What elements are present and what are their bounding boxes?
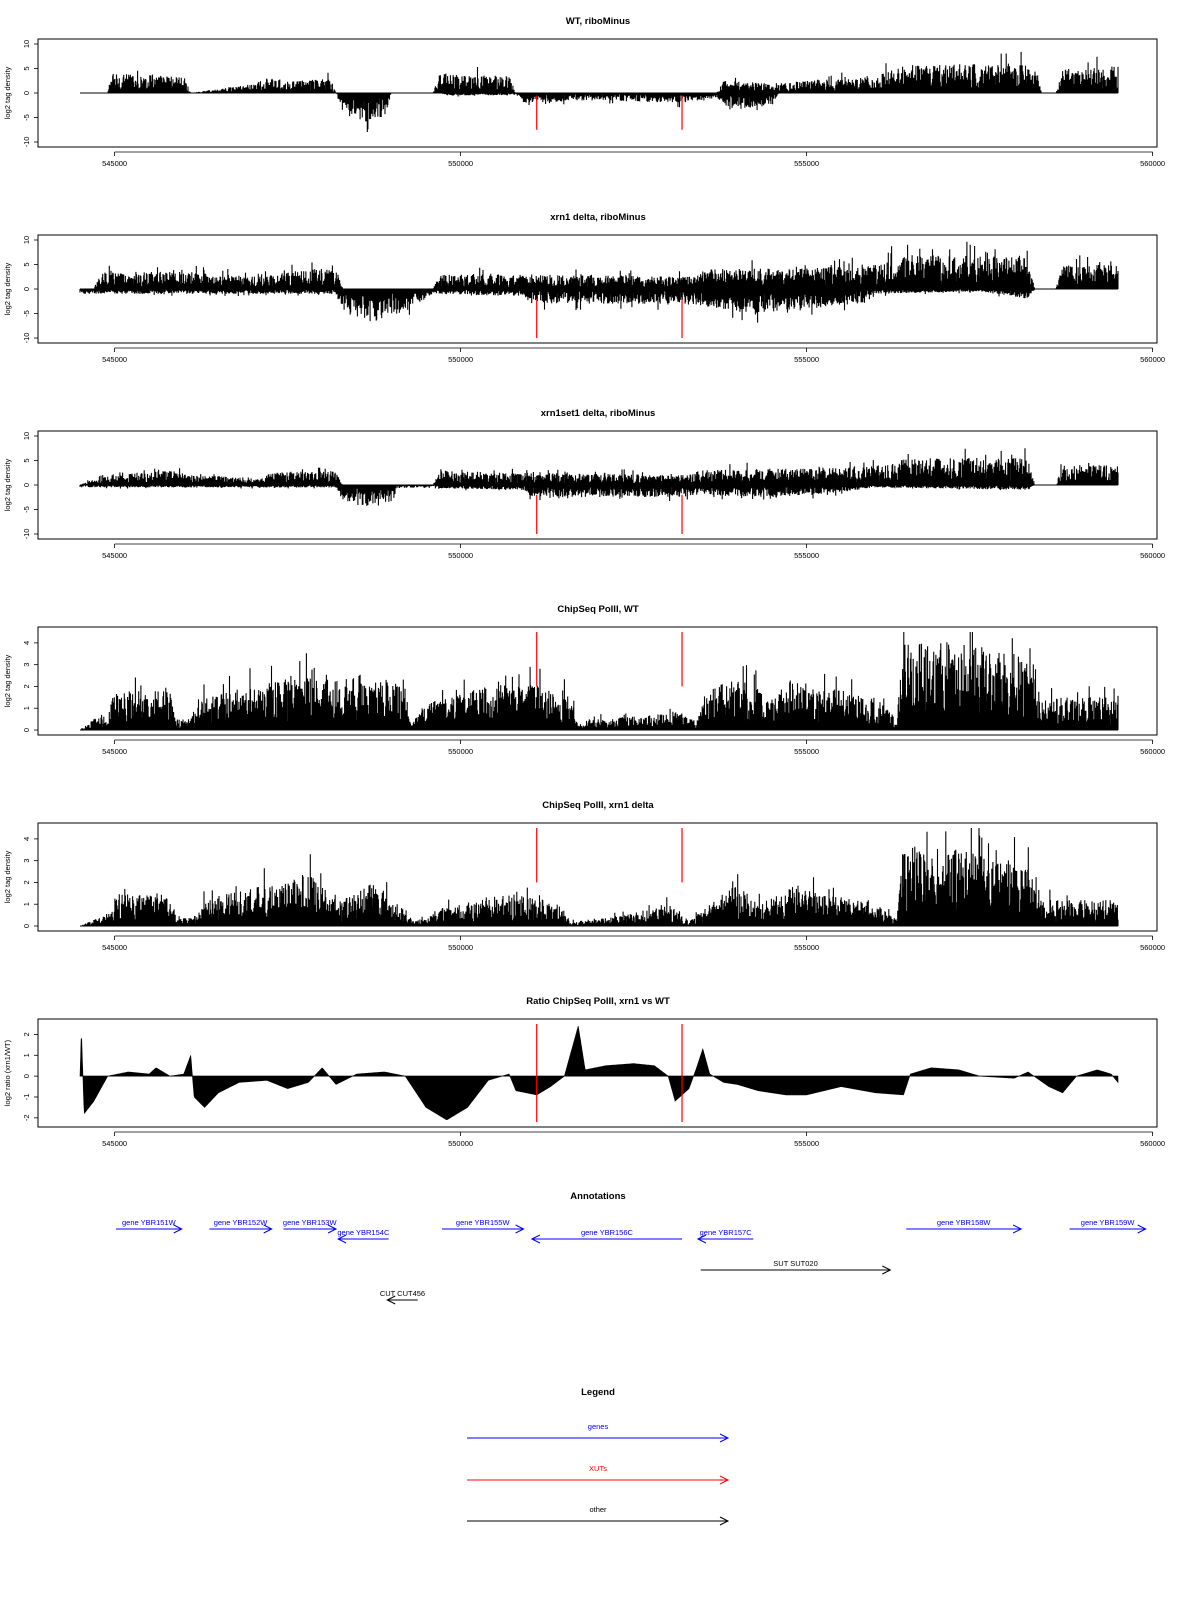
x-tick-label: 560000	[1140, 1139, 1166, 1148]
sense-bars	[81, 632, 1118, 730]
x-tick-label: 560000	[1140, 943, 1166, 952]
feature-label: gene YBR152W	[213, 1218, 268, 1227]
x-tick-label: 550000	[448, 355, 474, 364]
annotation-feature	[380, 1289, 425, 1304]
x-tick-label: 550000	[448, 551, 474, 560]
feature-label: gene YBR159W	[1080, 1218, 1135, 1227]
y-axis-label: log2 tag density	[3, 262, 12, 316]
feature-label: gene YBR154C	[337, 1228, 390, 1237]
y-tick-label: 1	[22, 1053, 31, 1058]
feature-label: gene YBR156C	[580, 1228, 633, 1237]
y-axis-label: log2 tag density	[3, 66, 12, 120]
legend-item	[467, 1422, 728, 1442]
x-tick-label: 550000	[448, 747, 474, 756]
annotation-feature	[442, 1218, 524, 1233]
annotation-feature	[116, 1218, 182, 1233]
y-axis-label: log2 tag density	[3, 654, 12, 708]
chart-panel-2	[3, 212, 1165, 364]
chart-title: Ratio ChipSeq PolII, xrn1 vs WT	[526, 996, 670, 1007]
y-tick-label: 1	[22, 902, 31, 907]
y-tick-label: 3	[22, 858, 31, 863]
y-tick-label: 0	[22, 482, 31, 488]
y-tick-label: -10	[22, 528, 31, 540]
x-tick-label: 555000	[794, 551, 820, 560]
y-tick-label: 5	[22, 262, 31, 267]
x-tick-label: 545000	[102, 747, 128, 756]
x-tick-label: 560000	[1140, 355, 1166, 364]
x-tick-label: 555000	[794, 1139, 820, 1148]
annotation-feature	[701, 1259, 891, 1274]
y-tick-label: -10	[22, 332, 31, 344]
y-tick-label: 0	[22, 286, 31, 292]
y-tick-label: -5	[22, 506, 31, 513]
y-tick-label: 0	[22, 90, 31, 96]
y-tick-label: -5	[22, 310, 31, 317]
ratio-area	[80, 1026, 1118, 1120]
legend-item	[467, 1505, 728, 1525]
chart-title: xrn1 delta, riboMinus	[550, 212, 646, 223]
chart-panel-1	[3, 16, 1165, 168]
annotations-title: Annotations	[570, 1191, 626, 1202]
y-tick-label: -10	[22, 136, 31, 148]
x-tick-label: 555000	[794, 943, 820, 952]
chart-panel-5	[3, 800, 1165, 952]
chart-title: WT, riboMinus	[565, 16, 631, 27]
chart-panel-3	[3, 408, 1165, 560]
y-tick-label: 2	[22, 880, 31, 885]
annotation-feature	[1070, 1218, 1146, 1233]
y-tick-label: 1	[22, 706, 31, 711]
annotation-feature	[906, 1218, 1021, 1233]
feature-label: gene YBR158W	[936, 1218, 991, 1227]
legend-title: Legend	[581, 1387, 615, 1398]
annotation-feature	[337, 1228, 390, 1243]
x-tick-label: 545000	[102, 943, 128, 952]
chart-title: ChipSeq PolII, WT	[557, 604, 639, 615]
x-tick-label: 560000	[1140, 159, 1166, 168]
feature-label: gene YBR151W	[122, 1218, 176, 1227]
x-tick-label: 545000	[102, 1139, 128, 1148]
sense-bars	[81, 448, 1118, 485]
annotation-feature	[209, 1218, 271, 1233]
y-tick-label: 5	[22, 66, 31, 71]
legend-item-label: XUTs	[589, 1464, 607, 1473]
legend-item-label: genes	[587, 1422, 609, 1431]
y-tick-label: 0	[22, 923, 31, 929]
y-tick-label: 2	[22, 684, 31, 689]
x-tick-label: 560000	[1140, 747, 1166, 756]
antisense-bars	[336, 93, 778, 132]
x-tick-label: 550000	[448, 1139, 474, 1148]
chart-title: ChipSeq PolII, xrn1 delta	[542, 800, 654, 811]
feature-label: gene YBR155W	[455, 1218, 510, 1227]
legend	[467, 1387, 728, 1525]
y-tick-label: 3	[22, 662, 31, 667]
y-tick-label: 0	[22, 727, 31, 733]
antisense-bars	[80, 289, 1034, 323]
sense-bars	[108, 52, 1118, 93]
x-tick-label: 550000	[448, 943, 474, 952]
x-tick-label: 560000	[1140, 551, 1166, 560]
x-tick-label: 545000	[102, 355, 128, 364]
y-tick-label: 5	[22, 458, 31, 463]
y-tick-label: -5	[22, 114, 31, 121]
y-tick-label: -2	[22, 1114, 31, 1122]
y-tick-label: 0	[22, 1074, 31, 1079]
y-tick-label: 2	[22, 1032, 31, 1037]
x-tick-label: 545000	[102, 551, 128, 560]
sense-bars	[94, 242, 1118, 289]
annotations-track	[116, 1191, 1146, 1304]
legend-item-label: other	[589, 1505, 607, 1514]
feature-label: CUT CUT456	[379, 1289, 426, 1298]
y-tick-label: 10	[22, 39, 31, 49]
y-tick-label: -1	[22, 1093, 31, 1101]
chart-title: xrn1set1 delta, riboMinus	[540, 408, 656, 419]
annotation-feature	[698, 1228, 753, 1243]
feature-label: gene YBR157C	[699, 1228, 752, 1237]
x-tick-label: 545000	[102, 159, 128, 168]
chart-panel-4	[3, 604, 1165, 756]
feature-label: gene YBR153W	[282, 1218, 337, 1227]
y-tick-label: 10	[22, 431, 31, 441]
sense-bars	[81, 828, 1118, 926]
feature-label: SUT SUT020	[773, 1259, 818, 1268]
annotation-feature	[283, 1218, 338, 1233]
x-tick-label: 555000	[794, 159, 820, 168]
y-axis-label: log2 tag density	[3, 850, 12, 904]
chart-panel-6	[3, 996, 1165, 1148]
x-tick-label: 555000	[794, 747, 820, 756]
annotation-feature	[532, 1228, 682, 1243]
y-axis-label: log2 ratio (xrn1/WT)	[3, 1039, 12, 1107]
y-axis-label: log2 tag density	[3, 458, 12, 512]
y-tick-label: 10	[22, 235, 31, 245]
x-tick-label: 550000	[448, 159, 474, 168]
legend-item	[467, 1464, 728, 1484]
y-tick-label: 4	[22, 836, 31, 841]
y-tick-label: 4	[22, 640, 31, 645]
x-tick-label: 555000	[794, 355, 820, 364]
antisense-bars	[80, 485, 1034, 506]
